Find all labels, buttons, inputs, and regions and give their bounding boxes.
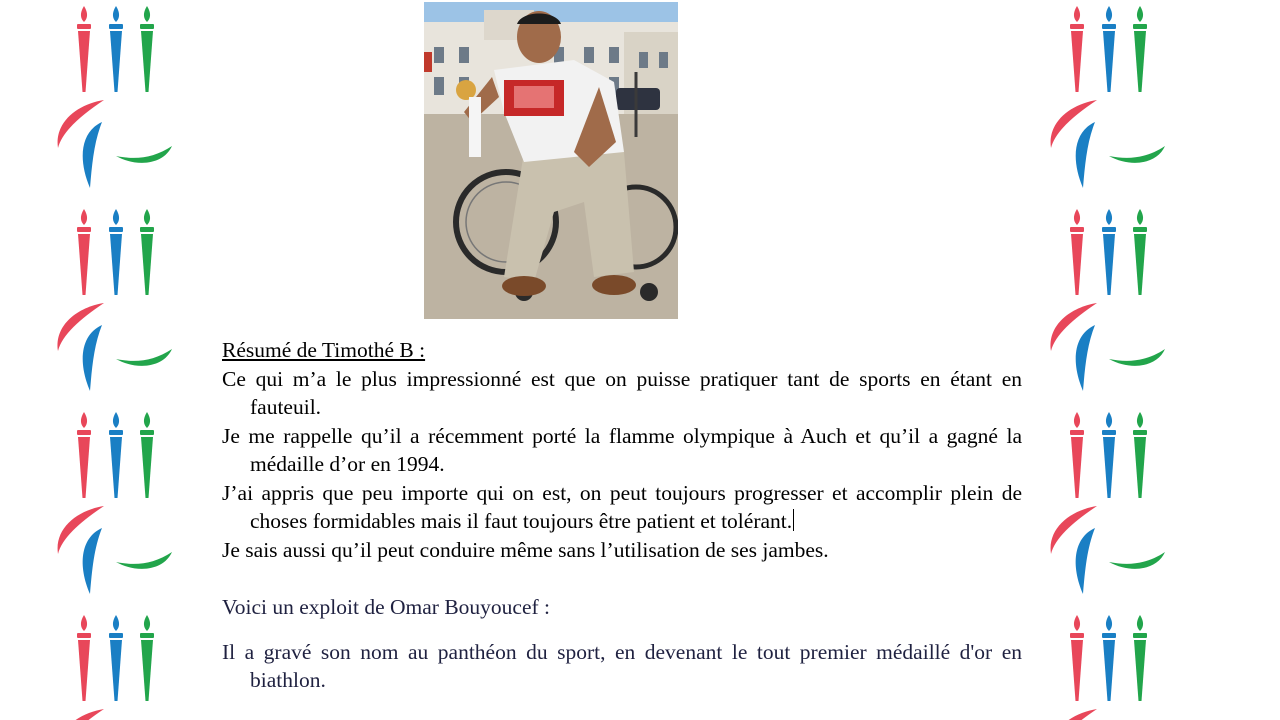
- summary-paragraph-4: Je sais aussi qu’il peut conduire même sans l’utilisation de ses jambes.: [222, 537, 829, 562]
- exploit-text: Il a gravé son nom au panthéon du sport, en devenant le tout premier médaillé d'or en biathlon.: [222, 639, 1022, 692]
- summary-paragraph-2: Je me rappelle qu’il a récemment porté la flamme olympique à Auch et qu’il a gagné la médaille d’or en 1994.: [222, 423, 1022, 476]
- summary-paragraph-1: Ce qui m’a le plus impressionné est que on puisse pratiquer tant de sports en étant en fauteuil.: [222, 366, 1022, 419]
- spacer: [222, 564, 1022, 593]
- summary-text-block: [222, 336, 1022, 695]
- summary-paragraph-3-text: J’ai appris que peu importe qui on est, on peut toujours progresser et accomplir plein de choses formidables mais il faut toujours être patient et tolérant.: [222, 480, 1022, 533]
- summary-heading: Résumé de Timothé B :: [222, 338, 426, 362]
- decorative-pattern: [1043, 0, 1173, 720]
- decorative-pattern: [50, 0, 180, 720]
- spacer: [222, 622, 1022, 638]
- text-cursor: [793, 509, 794, 531]
- right-decorative-border: [1043, 0, 1173, 720]
- summary-paragraph-3: [222, 479, 1022, 536]
- left-decorative-border: [50, 0, 180, 720]
- exploit-intro: Voici un exploit de Omar Bouyoucef :: [222, 595, 551, 619]
- athlete-wheelchair-photo: [424, 2, 678, 319]
